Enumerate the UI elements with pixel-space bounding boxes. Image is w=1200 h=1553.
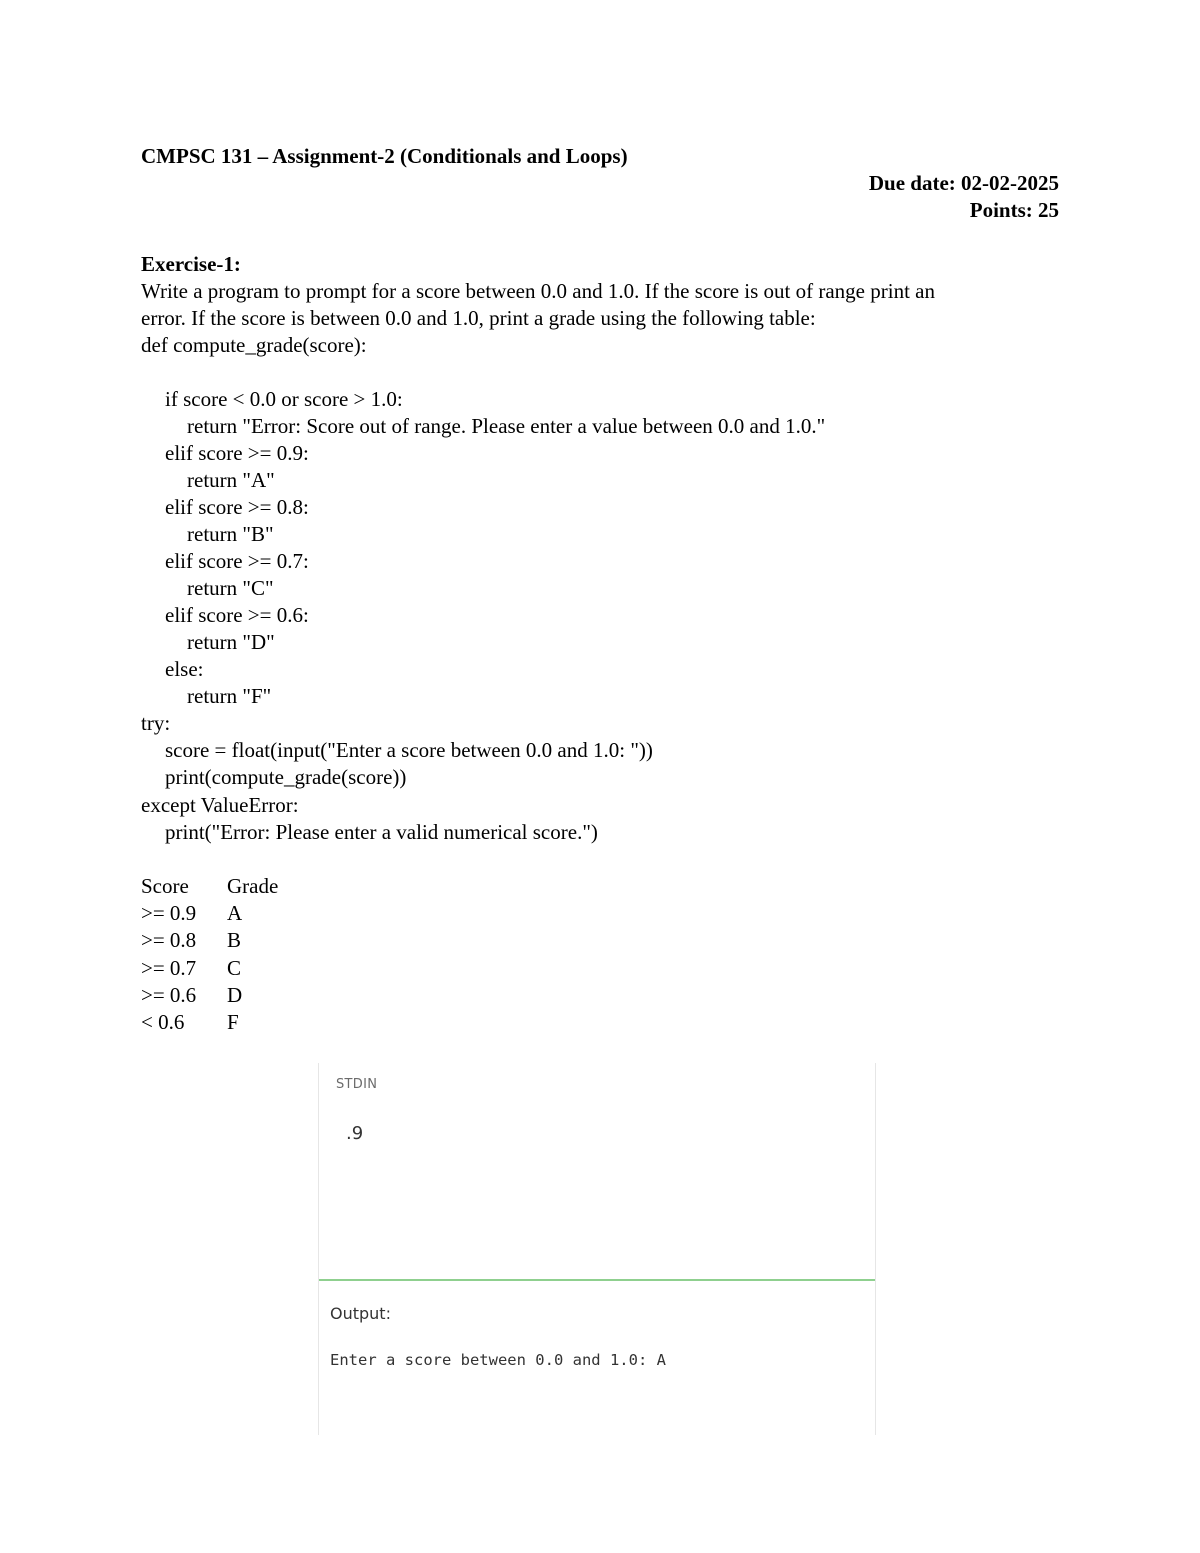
exercise-description-line-2: error. If the score is between 0.0 and 1.0, print a grade using the following table:: [141, 306, 816, 330]
table-header-grade: Grade: [227, 874, 279, 898]
output-label: Output:: [330, 1304, 391, 1323]
code-line: return "B": [187, 522, 274, 546]
grade-table: [141, 873, 278, 1036]
table-cell-grade: A: [227, 901, 243, 926]
table-row: [141, 1009, 278, 1036]
exercise-description-line-1: Write a program to prompt for a score between 0.0 and 1.0. If the score is out of range print an: [141, 279, 935, 303]
table-row: [141, 927, 278, 954]
assignment-title: CMPSC 131 – Assignment-2 (Conditionals and Loops): [141, 144, 628, 168]
exercise-heading: Exercise-1:: [141, 252, 241, 276]
code-line: score = float(input("Enter a score between 0.0 and 1.0: ")): [165, 738, 653, 762]
table-header-row: [141, 873, 278, 900]
code-line: print(compute_grade(score)): [165, 765, 407, 789]
code-line: print("Error: Please enter a valid numerical score."): [165, 820, 598, 844]
code-line: elif score >= 0.8:: [165, 495, 309, 519]
code-line: elif score >= 0.9:: [165, 441, 309, 465]
table-cell-score: >= 0.8: [141, 928, 197, 953]
stdin-label: STDIN: [336, 1077, 378, 1092]
code-line: return "Error: Score out of range. Please enter a value between 0.0 and 1.0.": [187, 414, 826, 438]
code-line: return "C": [187, 576, 274, 600]
table-cell-grade: D: [227, 982, 243, 1007]
table-row: [141, 955, 278, 982]
table-cell-score: >= 0.9: [141, 901, 197, 926]
table-cell-score: >= 0.7: [141, 955, 197, 980]
table-cell-score: < 0.6: [141, 1010, 185, 1035]
code-line: try:: [141, 711, 171, 735]
table-header-score: Score: [141, 874, 189, 898]
code-line: def compute_grade(score):: [141, 333, 367, 357]
code-line: else:: [165, 657, 204, 681]
output-divider: [319, 1279, 875, 1281]
table-row: [141, 900, 278, 927]
code-line: return "F": [187, 684, 272, 708]
points: Points: 25: [969, 198, 1059, 222]
code-line: except ValueError:: [141, 793, 299, 817]
code-line: return "D": [187, 630, 275, 654]
compiler-screenshot: [318, 1063, 876, 1435]
table-cell-grade: B: [227, 928, 242, 953]
code-line: return "A": [187, 468, 275, 492]
code-line: elif score >= 0.7:: [165, 549, 309, 573]
code-line: if score < 0.0 or score > 1.0:: [165, 387, 403, 411]
table-cell-grade: F: [227, 1010, 239, 1035]
stdin-value: .9: [346, 1123, 364, 1144]
table-cell-grade: C: [227, 955, 242, 980]
output-text: Enter a score between 0.0 and 1.0: A: [330, 1351, 666, 1369]
table-row: [141, 982, 278, 1009]
due-date: Due date: 02-02-2025: [868, 171, 1059, 195]
table-cell-score: >= 0.6: [141, 982, 197, 1007]
code-line: elif score >= 0.6:: [165, 603, 309, 627]
